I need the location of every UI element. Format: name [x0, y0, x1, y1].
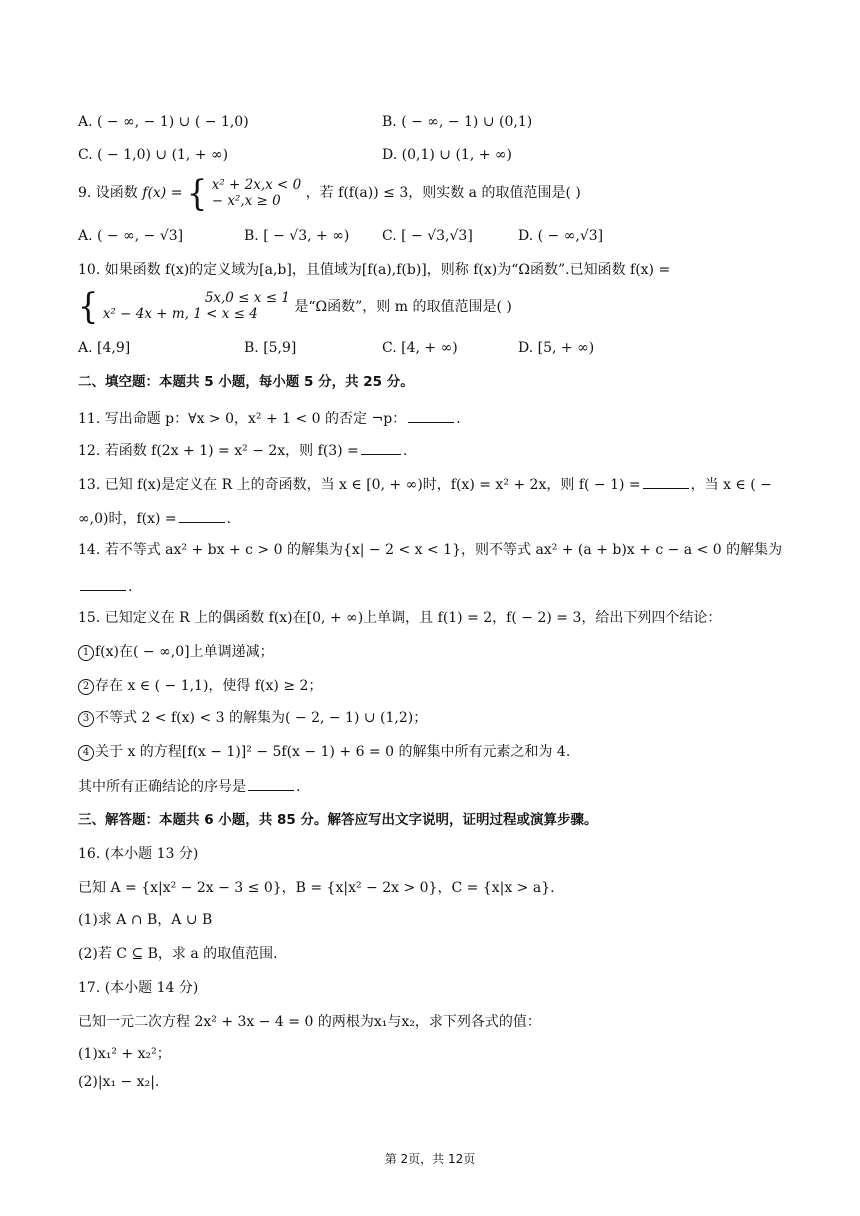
section-3-heading: 三、解答题：本题共 6 小题，共 85 分。解答应写出文字说明，证明过程或演算步骤。 [78, 812, 598, 828]
q15-mark-2: 2 [78, 679, 94, 695]
q15-conclusion-3-text: 不等式 2 < f(x) < 3 的解集为( − 2, − 1) ∪ (1,2)； [95, 710, 428, 726]
q17-part-2: (2)|x₁ − x₂|. [78, 1074, 160, 1090]
q13-text: 13. 已知 f(x)是定义在 R 上的奇函数，当 x ∈ [0, + ∞)时，f(x) = x² + 2x，则 f( − 1) = [78, 477, 641, 493]
q11-text: 11. 写出命题 p：∀x > 0，x² + 1 < 0 的否定 ¬p： [78, 411, 407, 427]
q12-period: . [402, 443, 408, 459]
q15-conclusion-1-text: f(x)在( − ∞,0]上单调递减； [95, 644, 274, 660]
q15-mark-4: 4 [78, 745, 94, 761]
q13-answer-blank-2[interactable] [179, 508, 225, 523]
q13-line-1 [78, 474, 772, 495]
q11-period: . [456, 411, 461, 427]
q15-conclusion-4-text: 关于 x 的方程[f(x − 1)]² − 5f(x − 1) + 6 = 0 的解集中所有元素之和为 4. [95, 744, 571, 760]
q15-stem: 15. 已知定义在 R 上的偶函数 f(x)在[0, + ∞)上单调，且 f(1) = 2，f( − 2) = 3，给出下列四个结论： [78, 610, 722, 626]
q9-option-d: D. ( − ∞,√3] [518, 228, 604, 244]
q9-option-b: B. [ − √3, + ∞) [244, 228, 350, 244]
q13-text-2: ，当 x ∈ ( − [690, 477, 772, 493]
q13-period: . [226, 511, 232, 527]
q11 [78, 408, 461, 429]
q14-line-1: 14. 若不等式 ax² + bx + c > 0 的解集为{x| − 2 < x < 1}，则不等式 ax² + (a + b)x + c − a < 0 的解集为 [78, 542, 783, 558]
q15-conclusion-3 [78, 708, 427, 728]
q12 [78, 440, 407, 461]
q14-period: . [128, 579, 133, 595]
q8-option-a: A. ( − ∞, − 1) ∪ ( − 1,0) [78, 114, 249, 130]
q15-conclusion-1 [78, 642, 274, 662]
q10-case-1: 5x,0 ≤ x ≤ 1 [204, 290, 290, 306]
q15-mark-3: 3 [78, 711, 94, 727]
q9-cases [212, 177, 302, 209]
q9-case-1: x² + 2x,x < 0 [211, 177, 302, 193]
q15-mark-1: 1 [78, 645, 94, 661]
q10-case-2: x² − 4x + m, 1 < x ≤ 4 [102, 306, 258, 322]
q9-brace: { [186, 172, 208, 214]
q10-stem: 10. 如果函数 f(x)的定义域为[a,b]，且值域为[f(a),f(b)]，则称 f(x)为“Ω函数”.已知函数 f(x) = [78, 262, 671, 278]
q16-part-2: (2)若 C ⊆ B，求 a 的取值范围. [78, 946, 278, 962]
q14-line-2 [78, 576, 132, 597]
q17-part-1: (1)x₁² + x₂²； [78, 1046, 171, 1062]
q15-conclusion-4 [78, 742, 570, 762]
page-number: 第 2页，共 12页 [384, 1152, 476, 1166]
q15-period: . [296, 779, 301, 795]
q15-ask [78, 776, 300, 797]
q9-case-2: − x²,x ≥ 0 [211, 193, 281, 209]
q12-text: 12. 若函数 f(2x + 1) = x² − 2x，则 f(3) = [78, 443, 359, 459]
section-2-heading: 二、填空题：本题共 5 小题，每小题 5 分，共 25 分。 [78, 374, 414, 390]
q8-option-d: D. (0,1) ∪ (1, + ∞) [382, 147, 513, 163]
q9-stem [78, 172, 581, 214]
q8-option-c: C. ( − 1,0) ∪ (1, + ∞) [78, 147, 229, 163]
q10-option-d: D. [5, + ∞) [518, 340, 595, 356]
q15-answer-blank[interactable] [248, 776, 294, 791]
q9-fx: f(x) = [142, 185, 183, 201]
q10-option-a: A. [4,9] [78, 340, 131, 356]
q9-prefix: 9. 设函数 [78, 185, 143, 201]
q15-conclusion-2-text: 存在 x ∈ ( − 1,1)，使得 f(x) ≥ 2； [95, 678, 323, 694]
q10-brace: { [78, 285, 99, 327]
q10-cases [103, 290, 290, 322]
q9-option-c: C. [ − √3,√3] [382, 228, 473, 244]
q16-given: 已知 A = {x|x² − 2x − 3 ≤ 0}，B = {x|x² − 2x > 0}，C = {x|x > a}. [78, 880, 555, 896]
q12-answer-blank[interactable] [361, 440, 401, 455]
q9-condition: ，若 f(f(a)) ≤ 3，则实数 a 的取值范围是( ) [305, 185, 581, 201]
q14-answer-blank[interactable] [80, 576, 126, 591]
q17-heading: 17. (本小题 14 分) [78, 980, 199, 996]
q13-text-3: ∞,0)时，f(x) = [78, 511, 177, 527]
q10-option-c: C. [4, + ∞) [382, 340, 458, 356]
q8-option-b: B. ( − ∞, − 1) ∪ (0,1) [382, 114, 533, 130]
q10-option-b: B. [5,9] [244, 340, 297, 356]
q10-tail: 是“Ω函数”，则 m 的取值范围是( ) [294, 299, 512, 315]
q17-given: 已知一元二次方程 2x² + 3x − 4 = 0 的两根为x₁与x₂，求下列各式的值： [78, 1014, 541, 1030]
q15-ask-text: 其中所有正确结论的序号是 [78, 779, 246, 795]
q16-heading: 16. (本小题 13 分) [78, 846, 199, 862]
q16-part-1: (1)求 A ∩ B，A ∪ B [78, 912, 213, 928]
q11-answer-blank[interactable] [408, 408, 454, 423]
q13-answer-blank-1[interactable] [643, 474, 689, 489]
q15-conclusion-2 [78, 676, 322, 696]
q13-line-2 [78, 508, 231, 529]
q9-option-a: A. ( − ∞, − √3] [78, 228, 184, 244]
q10-piecewise [78, 285, 512, 327]
